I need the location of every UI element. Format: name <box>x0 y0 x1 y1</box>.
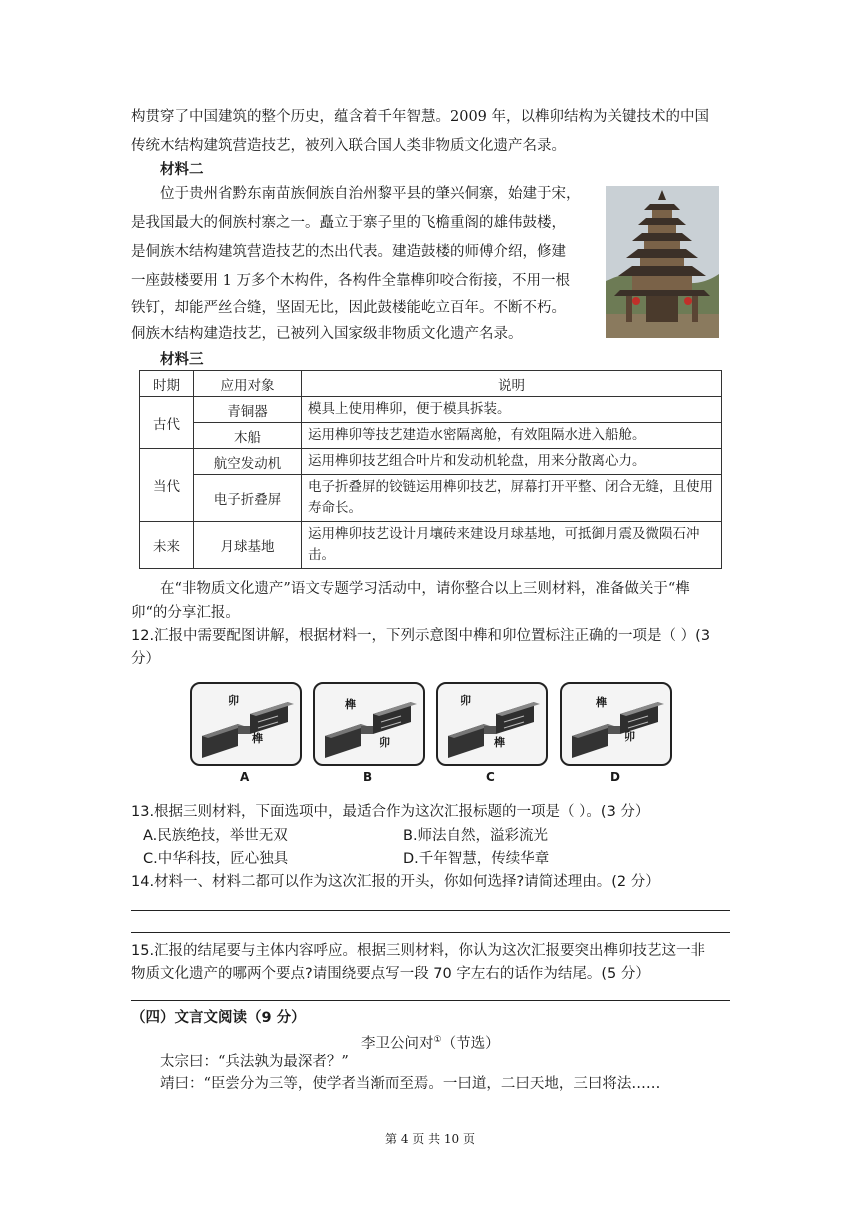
diagram-option-a <box>190 682 302 766</box>
section4-heading: （四）文言文阅读（9 分） <box>131 1010 306 1026</box>
material3-table <box>139 370 722 569</box>
material2-line: 位于贵州省黔东南苗族侗族自治州黎平县的肇兴侗寨，始建于宋， <box>160 186 581 202</box>
q12-stem-line-1: 12.汇报中需要配图讲解，根据材料一，下列示意图中榫和卯位置标注正确的一项是（ ）(3 <box>131 628 711 644</box>
diagram-option-d <box>560 682 672 766</box>
diagram-option-b <box>313 682 425 766</box>
q14-stem: 14.材料一、材料二都可以作为这次汇报的开头，你如何选择?请简述理由。(2 分） <box>131 874 660 890</box>
object-cell: 木船 <box>194 423 302 449</box>
task-line-1: 在“非物质文化遗产”语文专题学习活动中，请你整合以上三则材料，准备做关于“榫 <box>160 581 690 597</box>
period-cell: 古代 <box>140 397 194 449</box>
diagram-option-label: A <box>240 770 250 784</box>
material2-heading: 材料二 <box>160 162 204 178</box>
desc-cell: 运用榫卯等技艺建造水密隔离舱，有效阻隔水进入船舱。 <box>302 423 722 449</box>
desc-cell: 电子折叠屏的铰链运用榫卯技艺，屏幕打开平整、闭合无缝，且使用寿命长。 <box>302 475 722 522</box>
table-row <box>140 522 722 569</box>
diagram-option-label: C <box>486 770 495 784</box>
period-cell: 当代 <box>140 449 194 522</box>
q12-stem-line-2: 分） <box>131 651 160 667</box>
desc-cell: 运用榫卯技艺组合叶片和发动机轮盘，用来分散离心力。 <box>302 449 722 475</box>
object-cell: 航空发动机 <box>194 449 302 475</box>
q15-stem-line-2: 物质文化遗产的哪两个要点?请围绕要点写一段 70 字左右的话作为结尾。(5 分） <box>131 966 650 982</box>
label-mortise: 卯 <box>624 730 635 743</box>
diagram-option-c <box>436 682 548 766</box>
object-cell: 青铜器 <box>194 397 302 423</box>
material3-heading: 材料三 <box>160 352 204 368</box>
intro-line-2: 传统木结构建筑营造技艺，被列入联合国人类非物质文化遗产名录。 <box>131 138 566 154</box>
answer-line <box>131 932 730 933</box>
object-cell: 月球基地 <box>194 522 302 569</box>
q13-option-c: C.中华科技，匠心独具 <box>143 851 289 867</box>
answer-line <box>131 910 730 911</box>
label-tenon: 榫 <box>252 732 263 745</box>
object-cell: 电子折叠屏 <box>194 475 302 522</box>
table-row <box>140 423 722 449</box>
drum-tower-photo <box>606 186 719 338</box>
label-tenon: 榫 <box>345 698 356 711</box>
label-tenon: 榫 <box>596 696 607 709</box>
q13-option-b: B.师法自然，溢彩流光 <box>403 828 549 844</box>
material2-line: 铁钉，却能严丝合缝，坚固无比，因此鼓楼能屹立百年。不断不朽。 <box>131 300 566 316</box>
material2-line: 是我国最大的侗族村寨之一。矗立于寨子里的飞檐重阁的雄伟鼓楼， <box>131 215 566 231</box>
q13-option-a: A.民族绝技，举世无双 <box>143 828 288 844</box>
table-header-desc: 说明 <box>302 371 722 397</box>
label-mortise: 卯 <box>460 694 471 707</box>
q13-option-d: D.千年智慧，传续华章 <box>403 851 550 867</box>
material2-line: 侗族木结构建造技艺，已被列入国家级非物质文化遗产名录。 <box>131 326 523 342</box>
label-mortise: 卯 <box>228 694 239 707</box>
footnote-mark: ① <box>433 1035 442 1045</box>
material2-line: 一座鼓楼要用 1 万多个木构件，各构件全靠榫卯咬合衔接，不用一根 <box>131 273 570 289</box>
table-header-period: 时期 <box>140 371 194 397</box>
period-cell: 未来 <box>140 522 194 569</box>
desc-cell: 模具上使用榫卯，便于模具拆装。 <box>302 397 722 423</box>
table-row <box>140 397 722 423</box>
page-number: 第 4 页 共 10 页 <box>385 1132 475 1146</box>
diagram-option-label: D <box>610 770 620 784</box>
label-tenon: 榫 <box>494 736 505 749</box>
q13-stem: 13.根据三则材料，下面选项中，最适合作为这次汇报标题的一项是（ ）。(3 分） <box>131 804 650 820</box>
table-row <box>140 475 722 522</box>
diagram-option-label: B <box>363 770 373 784</box>
answer-line <box>131 1000 730 1001</box>
classical-line-1: 太宗曰：“兵法孰为最深者？” <box>160 1054 349 1070</box>
q15-stem-line-1: 15.汇报的结尾要与主体内容呼应。根据三则材料，你认为这次汇报要突出榫卯技艺这一非 <box>131 943 706 959</box>
desc-cell: 运用榫卯技艺设计月壤砖来建设月球基地，可抵御月震及微陨石冲击。 <box>302 522 722 569</box>
table-header-object: 应用对象 <box>194 371 302 397</box>
task-line-2: 卯“的分享汇报。 <box>131 605 240 621</box>
classical-line-2: 靖曰：“臣尝分为三等，使学者当渐而至焉。一曰道，二曰天地，三曰将法…… <box>160 1076 661 1092</box>
material2-line: 是侗族木结构建筑营造技艺的杰出代表。建造鼓楼的师傅介绍，修建 <box>131 244 566 260</box>
label-mortise: 卯 <box>379 736 390 749</box>
table-row <box>140 449 722 475</box>
intro-line-1: 构贯穿了中国建筑的整个历史，蕴含着千年智慧。2009 年，以榫卯结构为关键技术的中国 <box>131 109 710 125</box>
classical-text-title: 李卫公问对①（节选） <box>361 1035 500 1052</box>
